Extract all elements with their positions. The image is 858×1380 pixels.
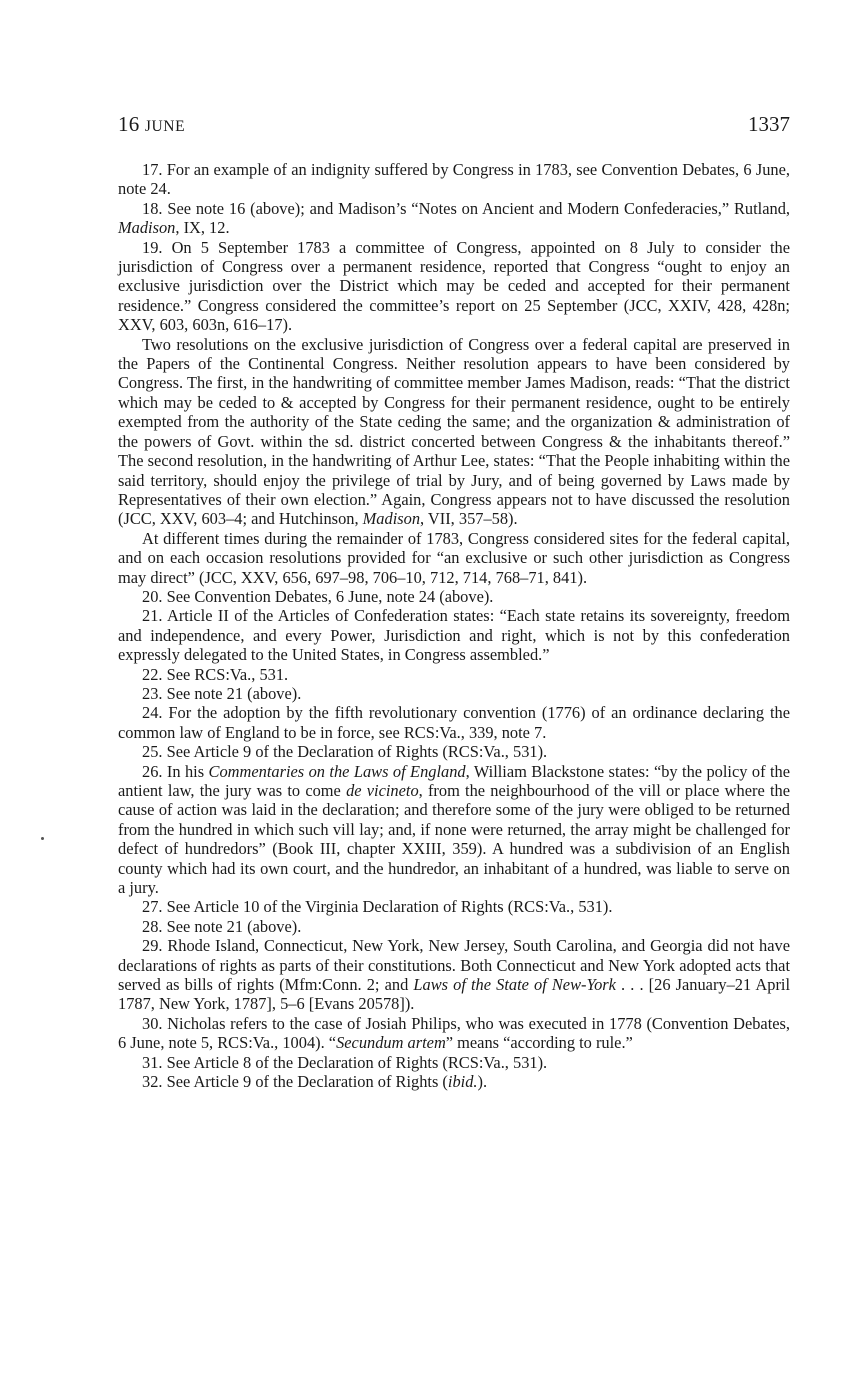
scan-speck	[41, 837, 44, 840]
note-text: ).	[477, 1072, 488, 1092]
note-text: 21. Article II of the Articles of Confederation states: “Each state retains its sovereignty, freedom and independence, and every Power, Jurisdiction and right, which is not by this confederation expressly delegated to the United States, in Congress assembled.”	[118, 606, 790, 665]
date-day: 16	[118, 112, 140, 136]
date-month: JUNE	[144, 118, 186, 135]
italic-text: Secundum artem	[336, 1033, 446, 1053]
endnote-21	[118, 606, 790, 664]
note-text: 29. Rhode Island, Connecticut, New York, New Jersey, South Carolina, and Georgia did not have declarations of rights as parts of their constitutions. Both Connecticut and New York adopted acts that served as bills of rights (Mfm:Conn. 2; and	[118, 936, 790, 995]
endnote-23	[118, 684, 790, 703]
note-text: 17. For an example of an indignity suffered by Congress in 1783, see Convention Debates, 6 June, note 24.	[118, 160, 790, 199]
note-text: 20. See Convention Debates, 6 June, note 24 (above).	[142, 586, 494, 606]
endnote-17	[118, 160, 790, 199]
endnote-20	[118, 587, 790, 606]
note-text: 23. See note 21 (above).	[142, 683, 302, 703]
endnote-32	[118, 1072, 790, 1091]
note-text: 28. See note 21 (above).	[142, 916, 302, 936]
endnote-28	[118, 917, 790, 936]
endnote-27	[118, 897, 790, 916]
italic-text: Madison	[118, 218, 176, 238]
endnote-24	[118, 703, 790, 742]
note-text: 31. See Article 8 of the Declaration of Rights (RCS:Va., 531).	[142, 1052, 548, 1072]
italic-text: Commentaries on the Laws of England	[208, 761, 466, 781]
note-text: 27. See Article 10 of the Virginia Declaration of Rights (RCS:Va., 531).	[142, 897, 613, 917]
note-text: Two resolutions on the exclusive jurisdiction of Congress over a federal capital are preserved in the Papers of the Continental Congress. Neither resolution appears to have been considered by Congress. The first, in the handwriting of committee member James Madison, reads: “That the district which may be ceded to & accepted by Congress for their permanent residence, ought to be entirely exempted from the authority of the State ceding the same; and the organization & administration of the powers of Govt. within the sd. district concerted between Congress & the inhabitants thereof.” The second resolution, in the handwriting of Arthur Lee, states: “That the People inhabiting within the said territory, should enjoy the privilege of trial by Jury, and of being governed by Laws made by Representatives of their own election.” Again, Congress appears not to have discussed the resolution (JCC, XXV, 603–4; and Hutchinson,	[118, 334, 790, 529]
note-text: , VII, 357–58).	[420, 509, 518, 529]
endnote-31	[118, 1053, 790, 1072]
endnote-19	[118, 238, 790, 335]
italic-text: Madison	[362, 509, 421, 529]
page-number: 1337	[748, 112, 790, 136]
note-text: ” means “according to rule.”	[445, 1033, 633, 1053]
italic-text: de vicineto	[346, 781, 419, 800]
note-text: 25. See Article 9 of the Declaration of Rights (RCS:Va., 531).	[142, 742, 548, 762]
note-text: , William Blackstone states: “by the policy of the antient law, the jury was to come	[118, 761, 790, 800]
endnotes	[118, 160, 790, 1092]
endnote-29	[118, 936, 790, 1014]
note-text: . . . [26 January–21 April 1787, New York, 1787], 5–6 [Evans 20578]).	[118, 975, 791, 1014]
endnote-18	[118, 199, 790, 238]
note-text: , IX, 12.	[175, 218, 230, 238]
note-text: 24. For the adoption by the fifth revolutionary convention (1776) of an ordinance declaring the common law of England to be in force, see RCS:Va., 339, note 7.	[118, 703, 790, 742]
note-text: 32. See Article 9 of the Declaration of Rights (	[142, 1072, 448, 1092]
book-page	[118, 112, 790, 1092]
italic-text: ibid.	[447, 1072, 478, 1092]
endnote-19b	[118, 335, 790, 529]
endnote-25	[118, 742, 790, 761]
note-text: At different times during the remainder of 1783, Congress considered sites for the federal capital, and on each occasion resolutions provided for “an exclusive or such other jurisdiction as Congress may direct” (JCC, XXV, 656, 697–98, 706–10, 712, 714, 768–71, 841).	[118, 528, 790, 587]
note-text: , from the neighbourhood of the vill or place where the cause of action was laid in the declaration; and therefore some of the jury were obliged to be returned from the hundred in which such vill lay; and, if none were returned, the array might be challenged for defect of hundredors” (Book III, chapter XXIII, 359). A hundred was a subdivision of an English county which had its own court, and the hundredor, an inhabitant of a hundred, was liable to serve on a jury.	[118, 781, 790, 898]
italic-text: Laws of the State of New-York	[413, 975, 616, 995]
endnote-19c	[118, 529, 790, 587]
endnote-26	[118, 762, 790, 898]
running-head-date	[118, 112, 185, 137]
note-text: 26. In his	[142, 761, 209, 781]
endnote-22	[118, 665, 790, 684]
running-head	[118, 112, 790, 142]
note-text: 19. On 5 September 1783 a committee of Congress, appointed on 8 July to consider the jurisdiction of Congress over a permanent residence, reported that Congress “ought to enjoy an exclusive jurisdiction over the District which may be ceded and accepted for their permanent residence.” Congress considered the committee’s report on 25 September (JCC, XXIV, 428, 428n; XXV, 603, 603n, 616–17).	[118, 237, 790, 335]
note-text: 18. See note 16 (above); and Madison’s “Notes on Ancient and Modern Confederacies,” Rutland,	[142, 198, 790, 218]
note-text: 22. See RCS:Va., 531.	[142, 664, 289, 684]
note-text: 30. Nicholas refers to the case of Josiah Philips, who was executed in 1778 (Convention Debates, 6 June, note 5, RCS:Va., 1004). “	[118, 1013, 790, 1053]
endnote-30	[118, 1014, 790, 1053]
